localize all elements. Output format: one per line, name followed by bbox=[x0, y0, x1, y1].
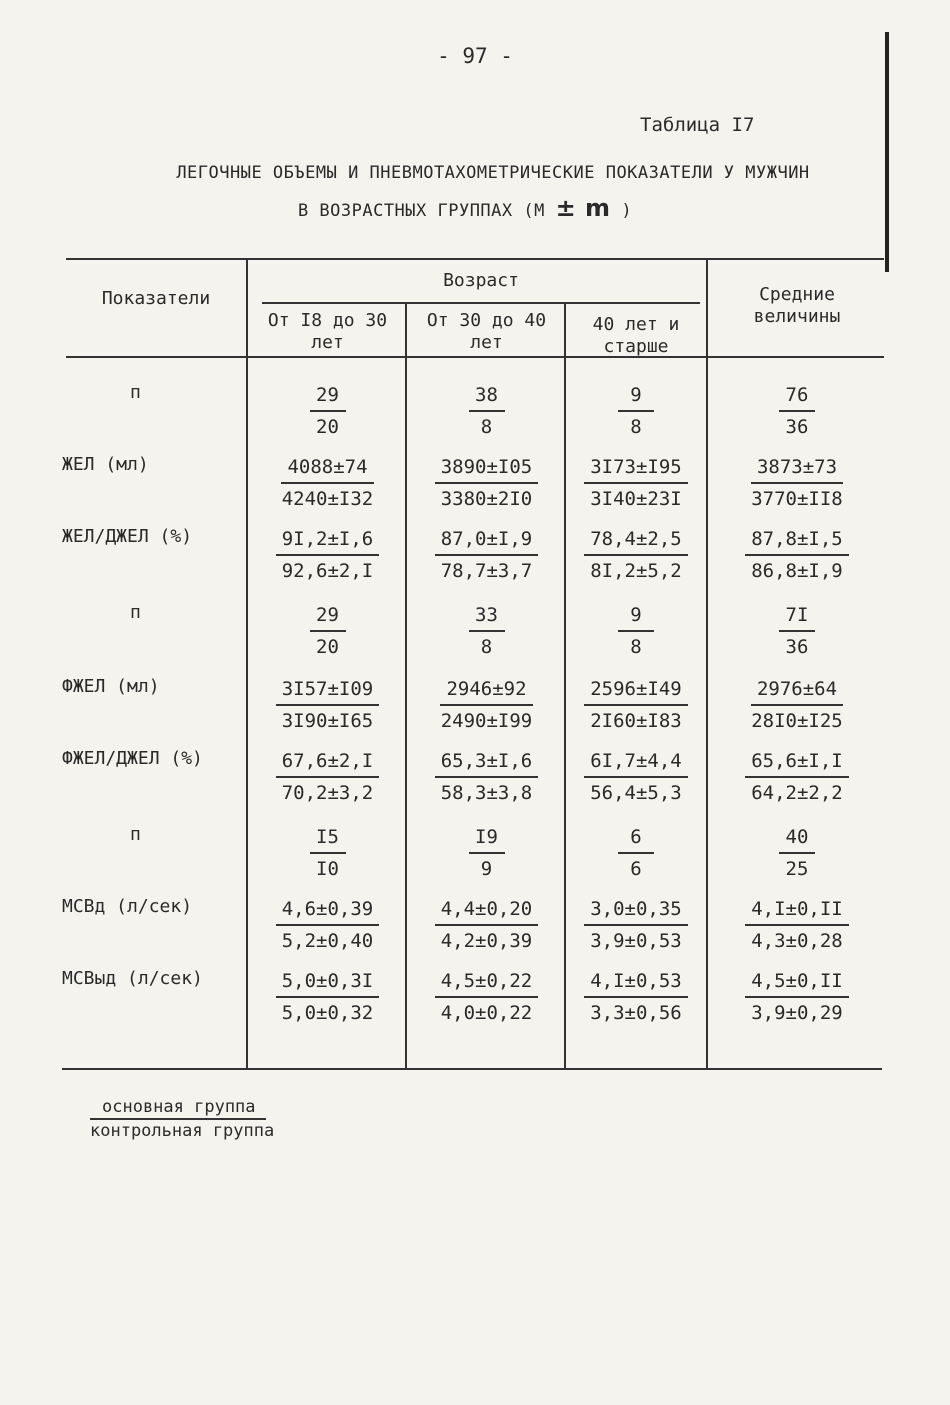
table-cell bbox=[710, 894, 884, 956]
cell-control-group-value: 56,4±5,3 bbox=[590, 782, 682, 804]
table-cell bbox=[250, 524, 405, 586]
cell-main-group-value: 29 bbox=[310, 600, 346, 632]
cell-control-group-value: 5,0±0,32 bbox=[281, 1002, 374, 1024]
cell-main-group-value: 65,6±I,I bbox=[745, 746, 849, 778]
cell-main-group-value: 4,5±0,22 bbox=[435, 966, 539, 998]
age-underline bbox=[262, 302, 700, 304]
table-cell bbox=[409, 746, 564, 808]
cell-control-group-value: 70,2±3,2 bbox=[281, 782, 374, 804]
cell-main-group-value: 78,4±2,5 bbox=[584, 524, 688, 556]
cell-control-group-value: 4,2±0,39 bbox=[440, 930, 533, 952]
cell-main-group-value: 40 bbox=[779, 822, 815, 854]
cell-main-group-value: 5,0±0,3I bbox=[276, 966, 380, 998]
cell-control-group-value: 2490±I99 bbox=[440, 710, 533, 732]
cell-main-group-value: I5 bbox=[310, 822, 346, 854]
cell-main-group-value: 4088±74 bbox=[281, 452, 373, 484]
cell-control-group-value: 92,6±2,I bbox=[281, 560, 374, 582]
cell-main-group-value: 9I,2±I,6 bbox=[276, 524, 380, 556]
cell-main-group-value: 29 bbox=[310, 380, 346, 412]
header-col2-line1: От 30 до 40 bbox=[426, 310, 547, 331]
cell-main-group-value: 9 bbox=[618, 380, 654, 412]
table-cell bbox=[566, 746, 706, 808]
cell-control-group-value: 58,3±3,8 bbox=[440, 782, 533, 804]
cell-main-group-value: 4,4±0,20 bbox=[435, 894, 539, 926]
table-cell bbox=[566, 966, 706, 1028]
cell-control-group-value: 86,8±I,9 bbox=[751, 560, 843, 582]
cell-control-group-value: 25 bbox=[785, 858, 809, 880]
cell-control-group-value: 3,9±0,29 bbox=[751, 1002, 843, 1024]
cell-main-group-value: 2596±I49 bbox=[584, 674, 688, 706]
title-close: ) bbox=[621, 201, 633, 221]
table-cell bbox=[710, 524, 884, 586]
cell-main-group-value: 4,I±0,53 bbox=[584, 966, 688, 998]
table-bottom-line bbox=[62, 1068, 882, 1070]
cell-main-group-value: 2976±64 bbox=[751, 674, 843, 706]
table-cell bbox=[409, 894, 564, 956]
header-age: Возраст bbox=[443, 270, 519, 291]
cell-main-group-value: 3890±I05 bbox=[435, 452, 539, 484]
table-cell bbox=[250, 822, 405, 884]
cell-control-group-value: 20 bbox=[316, 416, 339, 438]
table-cell bbox=[409, 966, 564, 1028]
row-label: п bbox=[130, 382, 141, 403]
table-cell bbox=[566, 380, 706, 442]
table-cell bbox=[409, 380, 564, 442]
table-cell bbox=[710, 674, 884, 736]
title-text: В ВОЗРАСТНЫХ ГРУППАХ (М bbox=[297, 201, 556, 221]
cell-main-group-value: 87,8±I,5 bbox=[745, 524, 849, 556]
cell-control-group-value: 4,0±0,22 bbox=[440, 1002, 533, 1024]
table-cell bbox=[710, 746, 884, 808]
header-col2-line2: лет bbox=[470, 332, 503, 353]
row-label: п bbox=[130, 824, 141, 845]
table-cell bbox=[710, 966, 884, 1028]
table-cell bbox=[566, 524, 706, 586]
row-label: ЖЕЛ (мл) bbox=[62, 454, 149, 475]
header-col1-line2: лет bbox=[311, 332, 344, 353]
cell-main-group-value: 7I bbox=[779, 600, 815, 632]
row-label: ФЖЕЛ (мл) bbox=[62, 676, 160, 697]
header-col3-line1: 40 лет и bbox=[592, 314, 680, 335]
cell-main-group-value: 4,6±0,39 bbox=[276, 894, 380, 926]
cell-control-group-value: 3380±2I0 bbox=[440, 488, 533, 510]
header-col1-line1: От I8 до 30 bbox=[267, 310, 388, 331]
table-cell bbox=[566, 600, 706, 662]
header-col4-line1: Средние bbox=[759, 284, 835, 305]
cell-control-group-value: 6 bbox=[630, 858, 642, 880]
cell-main-group-value: 6 bbox=[618, 822, 654, 854]
cell-control-group-value: 3I90±I65 bbox=[281, 710, 374, 732]
col-divider-1 bbox=[246, 258, 248, 1068]
table-top-line bbox=[66, 258, 884, 260]
cell-main-group-value: 33 bbox=[469, 600, 505, 632]
table-cell bbox=[250, 452, 405, 514]
cell-main-group-value: 76 bbox=[779, 380, 815, 412]
cell-control-group-value: 8 bbox=[480, 636, 493, 658]
cell-main-group-value: 38 bbox=[469, 380, 505, 412]
cell-main-group-value: 87,0±I,9 bbox=[435, 524, 539, 556]
table-cell bbox=[250, 966, 405, 1028]
table-cell bbox=[710, 822, 884, 884]
header-col4-line2: величины bbox=[753, 306, 841, 327]
table-cell bbox=[710, 452, 884, 514]
cell-control-group-value: 4,3±0,28 bbox=[751, 930, 843, 952]
legend-control-group: контрольная группа bbox=[90, 1121, 275, 1141]
cell-main-group-value: I9 bbox=[469, 822, 505, 854]
table-cell bbox=[250, 380, 405, 442]
table-cell bbox=[710, 380, 884, 442]
cell-control-group-value: 28I0±I25 bbox=[751, 710, 843, 732]
cell-control-group-value: 3I40±23I bbox=[590, 488, 682, 510]
cell-control-group-value: 9 bbox=[480, 858, 493, 880]
cell-main-group-value: 3873±73 bbox=[751, 452, 843, 484]
cell-control-group-value: I0 bbox=[316, 858, 339, 880]
cell-control-group-value: 5,2±0,40 bbox=[281, 930, 374, 952]
table-cell bbox=[250, 746, 405, 808]
title-pm-symbol: ± m bbox=[555, 194, 611, 222]
cell-control-group-value: 8 bbox=[630, 636, 642, 658]
header-col3-line2: старше bbox=[603, 336, 669, 357]
table-cell bbox=[409, 822, 564, 884]
cell-control-group-value: 2I60±I83 bbox=[590, 710, 682, 732]
cell-control-group-value: 78,7±3,7 bbox=[440, 560, 533, 582]
cell-main-group-value: 65,3±I,6 bbox=[435, 746, 539, 778]
table-cell bbox=[566, 822, 706, 884]
cell-control-group-value: 64,2±2,2 bbox=[751, 782, 843, 804]
table-cell bbox=[566, 452, 706, 514]
table-title-line-1: ЛЕГОЧНЫЕ ОБЪЕМЫ И ПНЕВМОТАХОМЕТРИЧЕСКИЕ ПОКАЗАТЕЛИ У МУЖЧИН bbox=[176, 163, 810, 183]
cell-main-group-value: 4,I±0,II bbox=[745, 894, 849, 926]
table-cell bbox=[409, 452, 564, 514]
cell-main-group-value: 3I73±I95 bbox=[584, 452, 688, 484]
row-label: МСВыд (л/сек) bbox=[62, 968, 203, 989]
cell-main-group-value: 3,0±0,35 bbox=[584, 894, 688, 926]
row-label: МСВд (л/сек) bbox=[62, 896, 193, 917]
row-label: ЖЕЛ/ДЖЕЛ (%) bbox=[62, 526, 193, 547]
header-col1 bbox=[250, 310, 405, 354]
cell-main-group-value: 6I,7±4,4 bbox=[584, 746, 688, 778]
legend-main-group: основная группа bbox=[90, 1096, 266, 1120]
cell-control-group-value: 36 bbox=[785, 416, 809, 438]
edge-line bbox=[885, 32, 889, 272]
table-cell bbox=[250, 894, 405, 956]
table-cell bbox=[250, 674, 405, 736]
header-col2 bbox=[409, 310, 564, 354]
header-col4 bbox=[710, 284, 884, 328]
page-number: - 97 - bbox=[437, 44, 513, 68]
row-label: п bbox=[130, 602, 141, 623]
cell-control-group-value: 20 bbox=[316, 636, 339, 658]
cell-control-group-value: 3,3±0,56 bbox=[590, 1002, 682, 1024]
cell-control-group-value: 8 bbox=[630, 416, 642, 438]
table-cell bbox=[409, 674, 564, 736]
header-indicators: Показатели bbox=[101, 288, 211, 309]
table-cell bbox=[566, 894, 706, 956]
table-cell bbox=[710, 600, 884, 662]
cell-control-group-value: 8 bbox=[480, 416, 493, 438]
table-cell bbox=[409, 524, 564, 586]
cell-control-group-value: 8I,2±5,2 bbox=[590, 560, 682, 582]
cell-control-group-value: 3770±II8 bbox=[751, 488, 843, 510]
table-cell bbox=[566, 674, 706, 736]
row-label: ФЖЕЛ/ДЖЕЛ (%) bbox=[62, 748, 203, 769]
header-col3 bbox=[566, 314, 706, 358]
table-title-line-2 bbox=[0, 194, 940, 222]
cell-main-group-value: 3I57±I09 bbox=[276, 674, 380, 706]
header-bottom-line bbox=[66, 356, 884, 358]
table-label: Таблица I7 bbox=[640, 114, 755, 136]
table-cell bbox=[250, 600, 405, 662]
legend bbox=[90, 1096, 274, 1142]
cell-main-group-value: 4,5±0,II bbox=[745, 966, 849, 998]
cell-control-group-value: 36 bbox=[785, 636, 809, 658]
cell-main-group-value: 2946±92 bbox=[440, 674, 532, 706]
col-divider-2 bbox=[405, 304, 407, 1068]
cell-main-group-value: 67,6±2,I bbox=[276, 746, 380, 778]
cell-main-group-value: 9 bbox=[618, 600, 654, 632]
cell-control-group-value: 3,9±0,53 bbox=[590, 930, 682, 952]
table-cell bbox=[409, 600, 564, 662]
col-divider-4 bbox=[706, 258, 708, 1068]
cell-control-group-value: 4240±I32 bbox=[281, 488, 374, 510]
